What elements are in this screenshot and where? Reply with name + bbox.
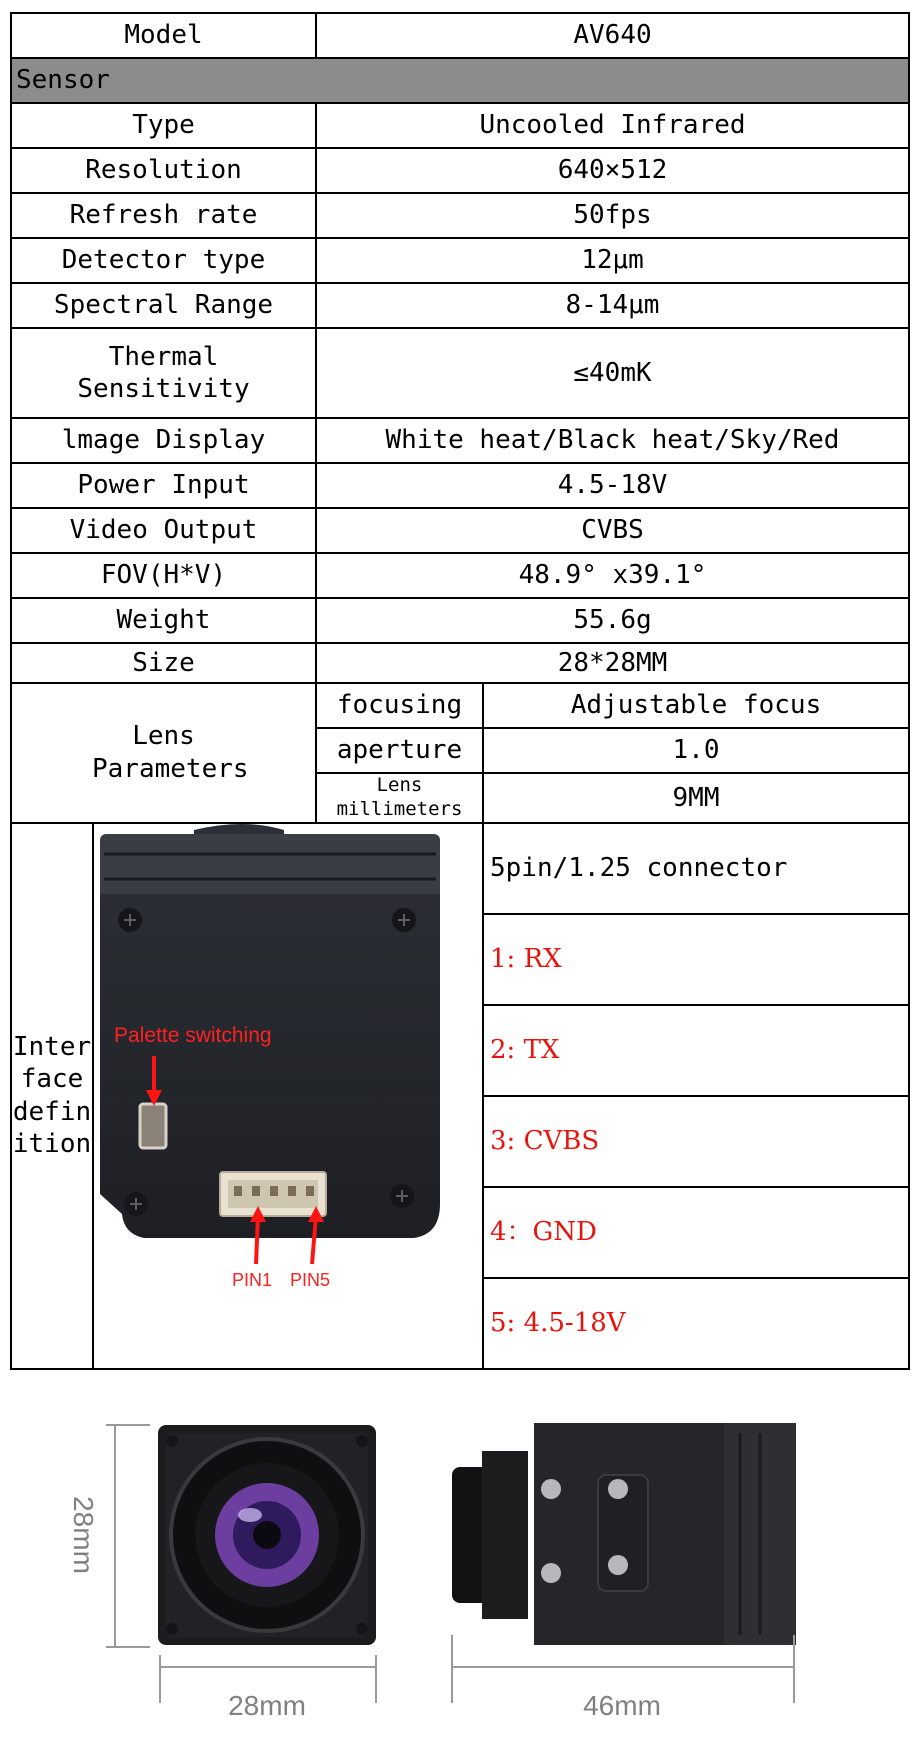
front-view xyxy=(158,1425,376,1645)
pin-item: 3: CVBS xyxy=(483,1096,909,1187)
camera-back-illustration xyxy=(94,824,482,1368)
spec-row xyxy=(11,283,909,328)
spec-row xyxy=(11,643,909,683)
width-label: 28mm xyxy=(228,1690,306,1721)
spec-value: 4.5-18V xyxy=(316,463,909,508)
section-sensor: Sensor xyxy=(11,58,909,103)
model-row xyxy=(11,13,909,58)
spec-label: Size xyxy=(11,643,316,683)
model-label: Model xyxy=(11,13,316,58)
spec-value: Uncooled Infrared xyxy=(316,103,909,148)
section-row xyxy=(11,58,909,103)
spec-row xyxy=(11,418,909,463)
lens-label: Lens Parameters xyxy=(11,683,316,823)
dimension-height xyxy=(106,1425,150,1647)
connector-photo xyxy=(93,823,483,1369)
interface-label: Inter face defin ition xyxy=(11,823,93,1369)
spec-table xyxy=(10,12,910,1370)
spec-row xyxy=(11,463,909,508)
spec-value: 640×512 xyxy=(316,148,909,193)
palette-switching-label: Palette switching xyxy=(114,1023,272,1047)
spec-label: Video Output xyxy=(11,508,316,553)
lens-param-label: focusing xyxy=(316,683,483,728)
spec-value: 12μm xyxy=(316,238,909,283)
lens-param-value: Adjustable focus xyxy=(483,683,909,728)
side-view xyxy=(452,1423,796,1645)
model-value: AV640 xyxy=(316,13,909,58)
length-label: 46mm xyxy=(583,1690,661,1721)
lens-row xyxy=(11,683,909,728)
spec-row xyxy=(11,598,909,643)
spec-label: Detector type xyxy=(11,238,316,283)
spec-value: CVBS xyxy=(316,508,909,553)
connector-type: 5pin/1.25 connector xyxy=(483,823,909,914)
spec-row xyxy=(11,148,909,193)
spec-label: Thermal Sensitivity xyxy=(11,328,316,418)
lens-param-label: Lens millimeters xyxy=(316,773,483,823)
interface-row xyxy=(11,823,909,914)
spec-value: 28*28MM xyxy=(316,643,909,683)
spec-value: 8-14μm xyxy=(316,283,909,328)
spec-value: 48.9° x39.1° xyxy=(316,553,909,598)
spec-value: White heat/Black heat/Sky/Red xyxy=(316,418,909,463)
spec-label: Weight xyxy=(11,598,316,643)
spec-label: FOV(H*V) xyxy=(11,553,316,598)
spec-label: Refresh rate xyxy=(11,193,316,238)
height-label: 28mm xyxy=(68,1496,99,1574)
spec-row xyxy=(11,238,909,283)
spec-label: Power Input xyxy=(11,463,316,508)
spec-label: Spectral Range xyxy=(11,283,316,328)
spec-label: Type xyxy=(11,103,316,148)
pin-item: 5: 4.5-18V xyxy=(483,1278,909,1369)
spec-value: 55.6g xyxy=(316,598,909,643)
pin-item: 4：GND xyxy=(483,1187,909,1278)
palette-switch-button xyxy=(140,1104,166,1148)
spec-row xyxy=(11,328,909,418)
pin1-label: PIN1 xyxy=(232,1269,273,1290)
spec-value: 50fps xyxy=(316,193,909,238)
spec-row xyxy=(11,553,909,598)
spec-label: lmage Display xyxy=(11,418,316,463)
pin-item: 2: TX xyxy=(483,1005,909,1096)
lens-param-value: 1.0 xyxy=(483,728,909,773)
spec-label: Resolution xyxy=(11,148,316,193)
lens-param-label: aperture xyxy=(316,728,483,773)
spec-row xyxy=(11,193,909,238)
pin5-label: PIN5 xyxy=(290,1269,331,1290)
lens-param-value: 9MM xyxy=(483,773,909,823)
pin-item: 1: RX xyxy=(483,914,909,1005)
spec-row xyxy=(11,508,909,553)
spec-value: ≤40mK xyxy=(316,328,909,418)
spec-row xyxy=(11,103,909,148)
dimension-drawing xyxy=(0,1385,918,1745)
